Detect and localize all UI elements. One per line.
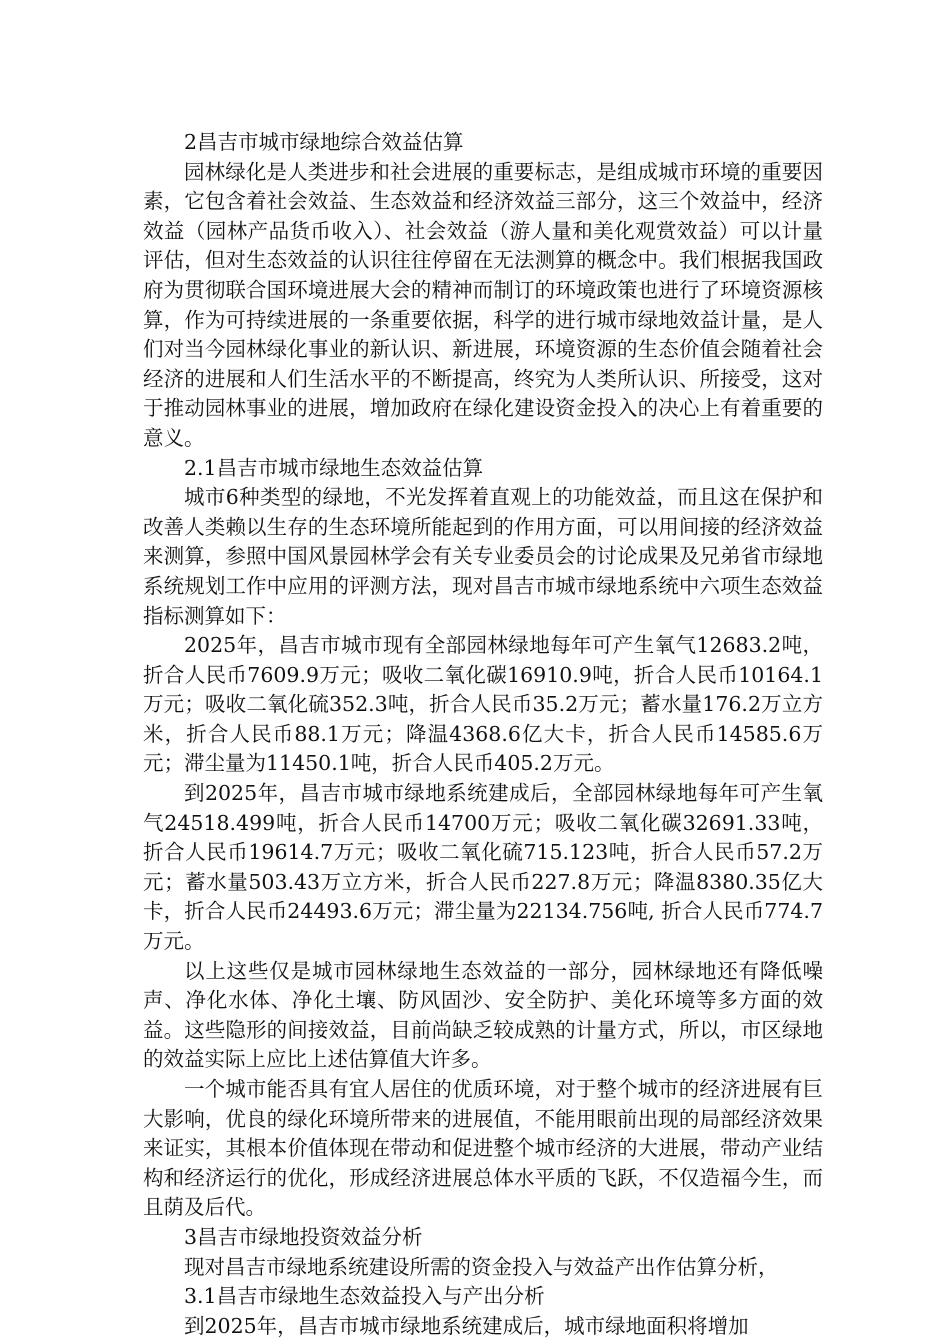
paragraph-current-benefits: 2025年，昌吉市城市现有全部园林绿地每年可产生氧气12683.2吨，折合人民币7609.9万元；吸收二氧化碳16910.9吨，折合人民币10164.1万元；吸收二氧化硫352.3吨，折合人民币35.2万元；蓄水量176.2万立方米，折合人民币88.1万元；降温4368.6亿大卡，折合人民币14585.6万元；滞尘量为11450.1吨，折合人民币405.2万元。 xyxy=(143,633,823,776)
paragraph-eco-method: 城市6种类型的绿地，不光发挥着直观上的功能效益，而且这在保护和改善人类赖以生存的生态环境所能起到的作用方面，可以用间接的经济效益来测算，参照中国风景园林学会有关专业委员会的讨论成果及兄弟省市绿地系统规划工作中应用的评测方法，现对昌吉市城市绿地系统中六项生态效益指标测算如下： xyxy=(143,485,823,628)
paragraph-intro: 园林绿化是人类进步和社会进展的重要标志，是组成城市环境的重要因素，它包含着社会效益、生态效益和经济效益三部分，这三个效益中，经济效益（园林产品货币收入）、社会效益（游人量和美化观赏效益）可以计量评估，但对生态效益的认识往往停留在无法测算的概念中。我们根据我国政府为贯彻联合国环境进展大会的精神而制订的环境政策也进行了环境资源核算，作为可持续进展的一条重要依据，科学的进行城市绿地效益计量，是人们对当今园林绿化事业的新认识、新进展，环境资源的生态价值会随着社会经济的进展和人们生活水平的不断提高，终究为人类所认识、所接受，这对于推动园林事业的进展，增加政府在绿化建设资金投入的决心上有着重要的意义。 xyxy=(143,159,823,450)
paragraph-investment-intro: 现对昌吉市绿地系统建设所需的资金投入与效益产出作估算分析， xyxy=(184,1254,779,1279)
paragraph-environment-value: 一个城市能否具有宜人居住的优质环境，对于整个城市的经济进展有巨大影响，优良的绿化环境所带来的进展值，不能用眼前出现的局部经济效果来证实，其根本价值体现在带动和促进整个城市经济的大进展，带动产业结构和经济运行的优化，形成经济进展总体水平质的飞跃，不仅造福今生，而且荫及后代。 xyxy=(143,1077,823,1220)
paragraph-other-benefits: 以上这些仅是城市园林绿地生态效益的一部分，园林绿地还有降低噪声、净化水体、净化土壤、防风固沙、安全防护、美化环境等多方面的效益。这些隐形的间接效益，目前尚缺乏较成熟的计量方式，所以，市区绿地的效益实际上应比上述估算值大许多。 xyxy=(143,958,823,1072)
section-heading-3: 3昌吉市绿地投资效益分析 xyxy=(184,1224,423,1249)
paragraph-area-increase: 到2025年，昌吉市城市绿地系统建成后，城市绿地面积将增加 xyxy=(184,1313,749,1338)
document-page xyxy=(143,128,823,1341)
paragraph-planned-benefits: 到2025年，昌吉市城市绿地系统建成后，全部园林绿地每年可产生氧气24518.499吨，折合人民币14700万元；吸收二氧化碳32691.33吨，折合人民币19614.7万元；吸收二氧化硫715.123吨，折合人民币57.2万元；蓄水量503.43万立方米，折合人民币227.8万元；降温8380.35亿大卡，折合人民币24493.6万元；滞尘量为22134.756吨, 折合人民币774.7万元。 xyxy=(143,781,823,954)
section-heading-2-1: 2.1昌吉市城市绿地生态效益估算 xyxy=(184,455,484,480)
section-heading-2: 2昌吉市城市绿地综合效益估算 xyxy=(184,130,464,154)
section-heading-3-1: 3.1昌吉市绿地生态效益投入与产出分析 xyxy=(184,1284,545,1309)
